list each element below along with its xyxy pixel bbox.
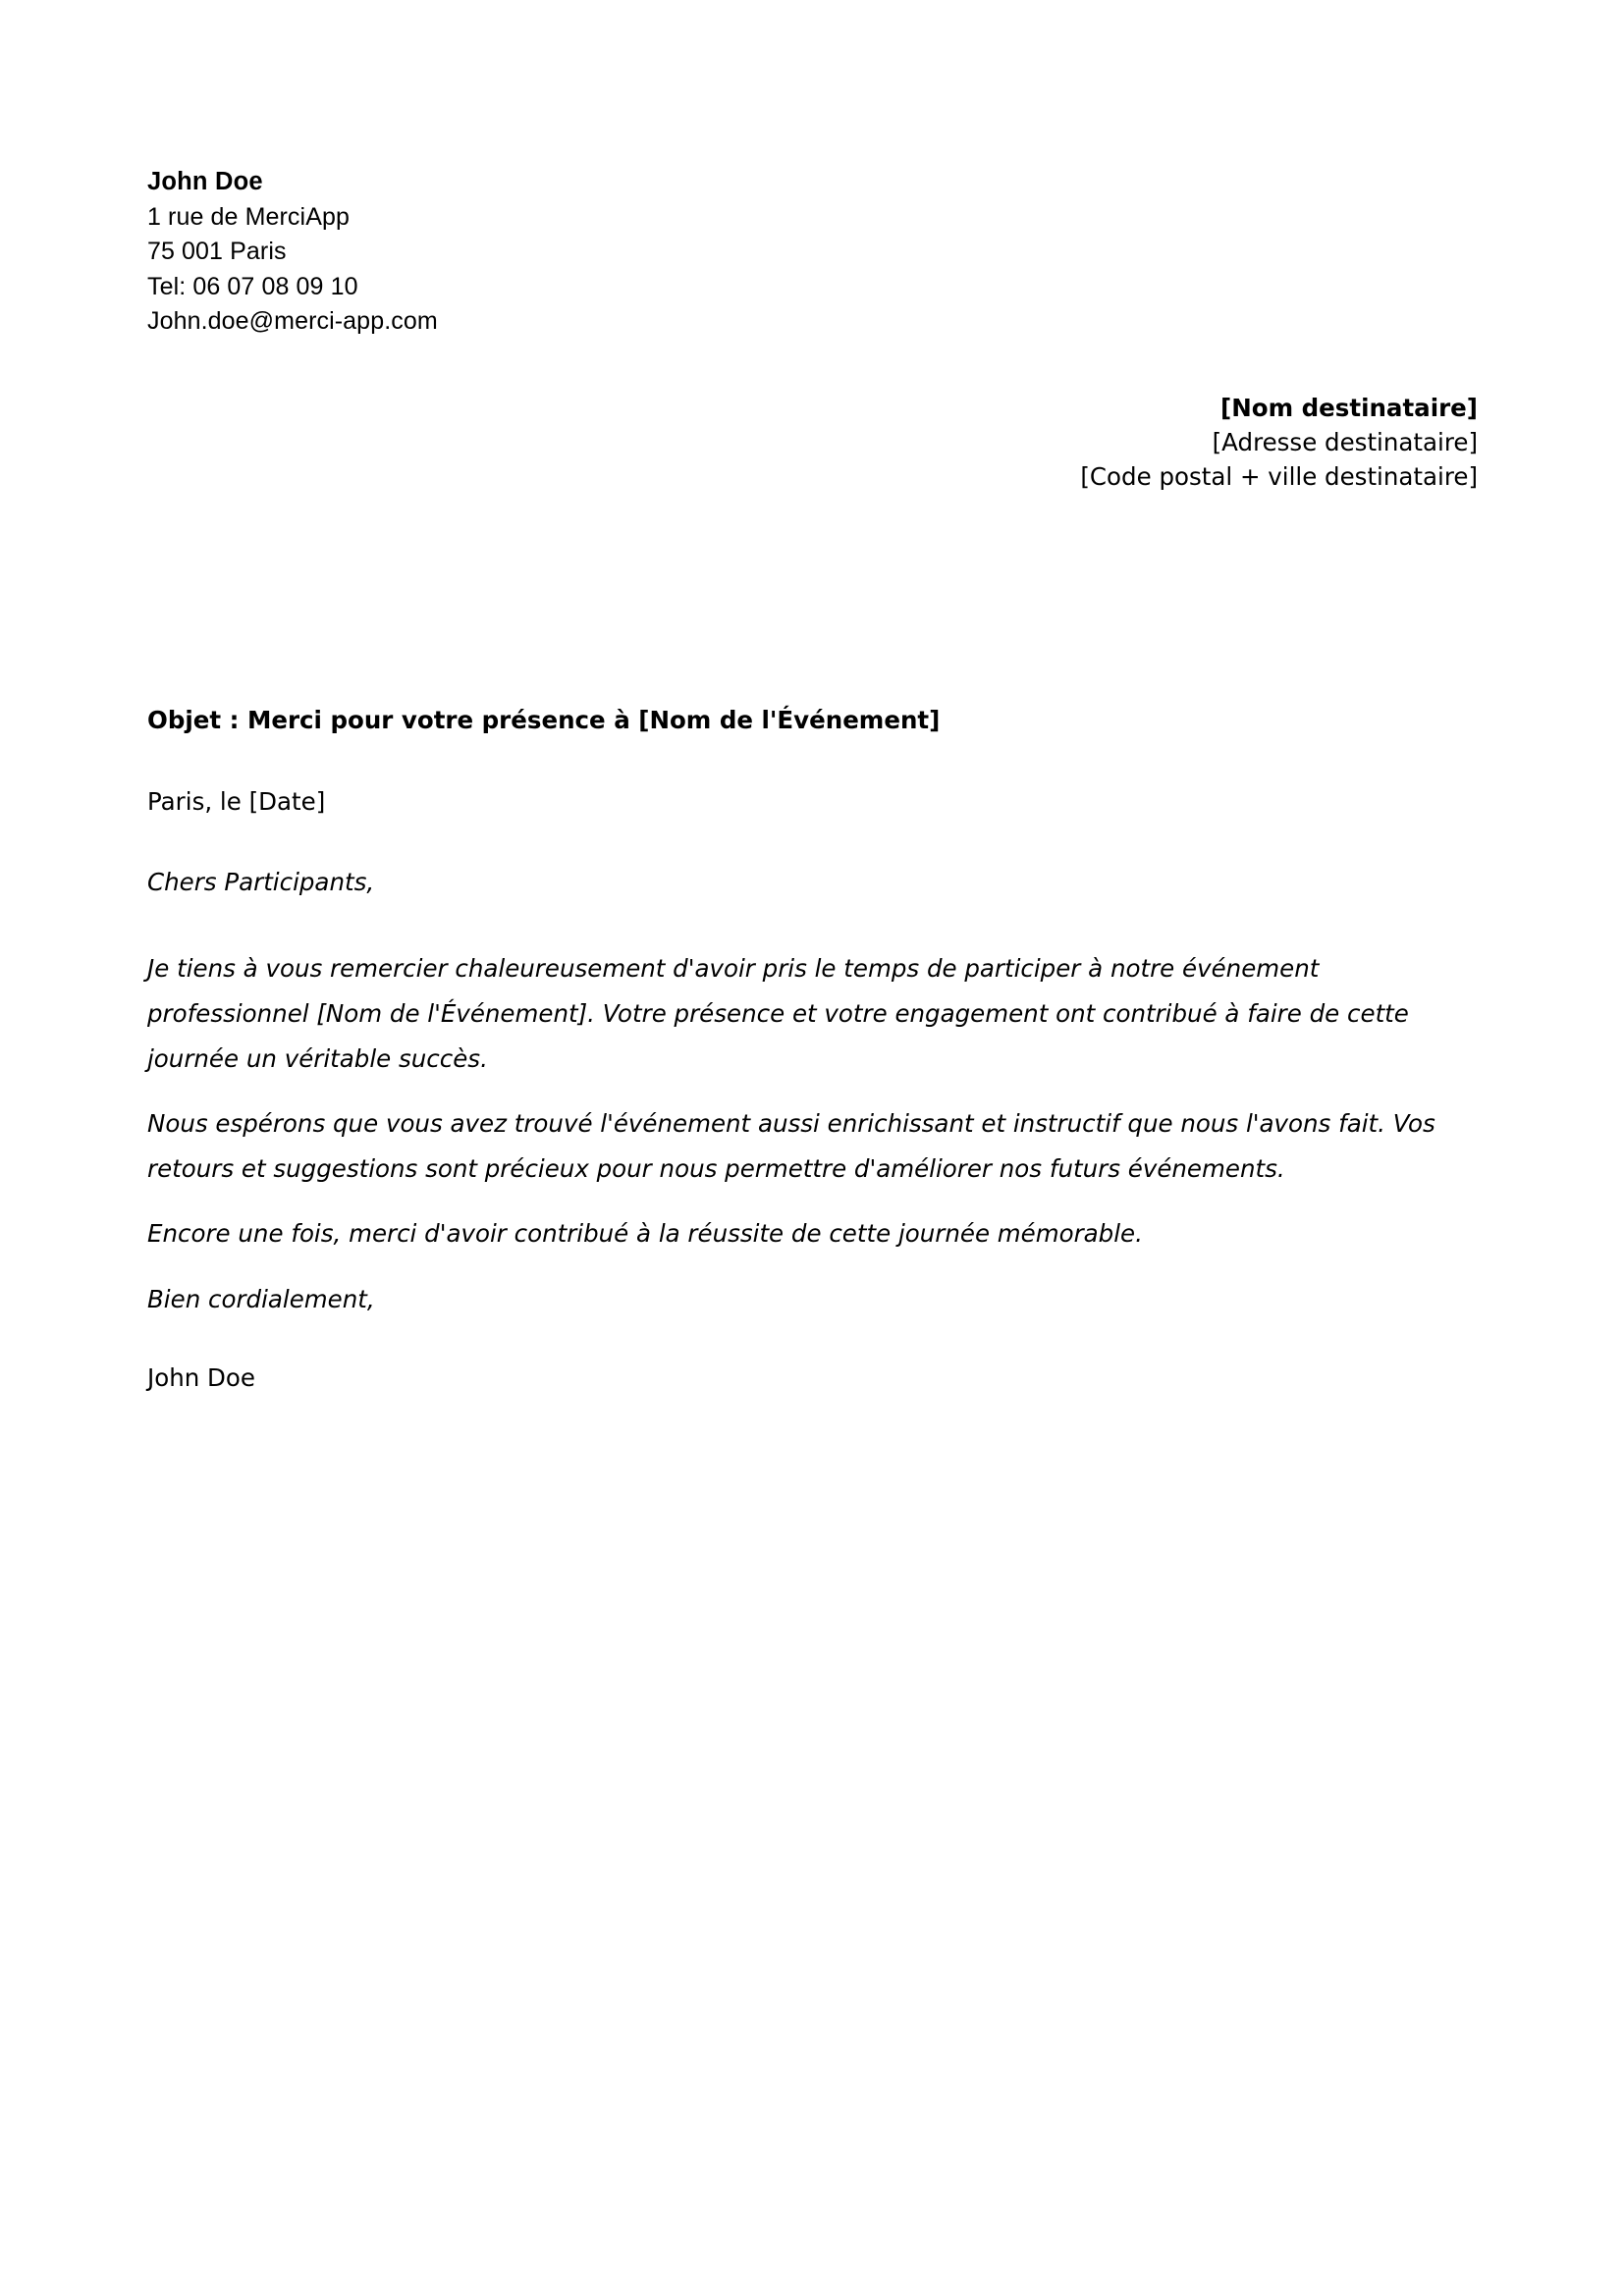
sender-block [147, 165, 835, 340]
signature-name: John Doe [147, 1363, 255, 1392]
date-line: Paris, le [Date] [147, 787, 326, 816]
sender-name: John Doe [147, 168, 263, 195]
sender-postal-city: 75 001 Paris [147, 238, 287, 265]
body-paragraph: Je tiens à vous remercier chaleureusement d'avoir pris le temps de participer à notre événement professionnel [Nom de l'Événement]. Votre présence et votre engagement ont contribué à faire de cette journée un véritable succès. [147, 954, 1409, 1073]
subject-line: Objet : Merci pour votre présence à [Nom de l'Événement] [147, 706, 941, 734]
sender-email: John.doe@merci-app.com [147, 307, 438, 335]
recipient-address: [Adresse destinataire] [1212, 428, 1478, 456]
recipient-name: [Nom destinataire] [1220, 394, 1478, 422]
recipient-postal-city: [Code postal + ville destinataire] [1080, 462, 1478, 491]
recipient-block [1080, 391, 1478, 494]
salutation: Chers Participants, [147, 868, 375, 896]
closing-phrase: Bien cordialement, [147, 1285, 375, 1313]
sender-street: 1 rue de MerciApp [147, 202, 350, 231]
letter-body [147, 705, 1443, 1394]
body-paragraph: Nous espérons que vous avez trouvé l'événement aussi enrichissant et instructif que nous l'avons fait. Vos retours et suggestions sont précieux pour nous permettre d'améliorer nos futurs événements. [147, 1109, 1435, 1183]
sender-phone: Tel: 06 07 08 09 10 [147, 272, 358, 300]
body-paragraph: Encore une fois, merci d'avoir contribué à la réussite de cette journée mémorable. [147, 1219, 1143, 1248]
